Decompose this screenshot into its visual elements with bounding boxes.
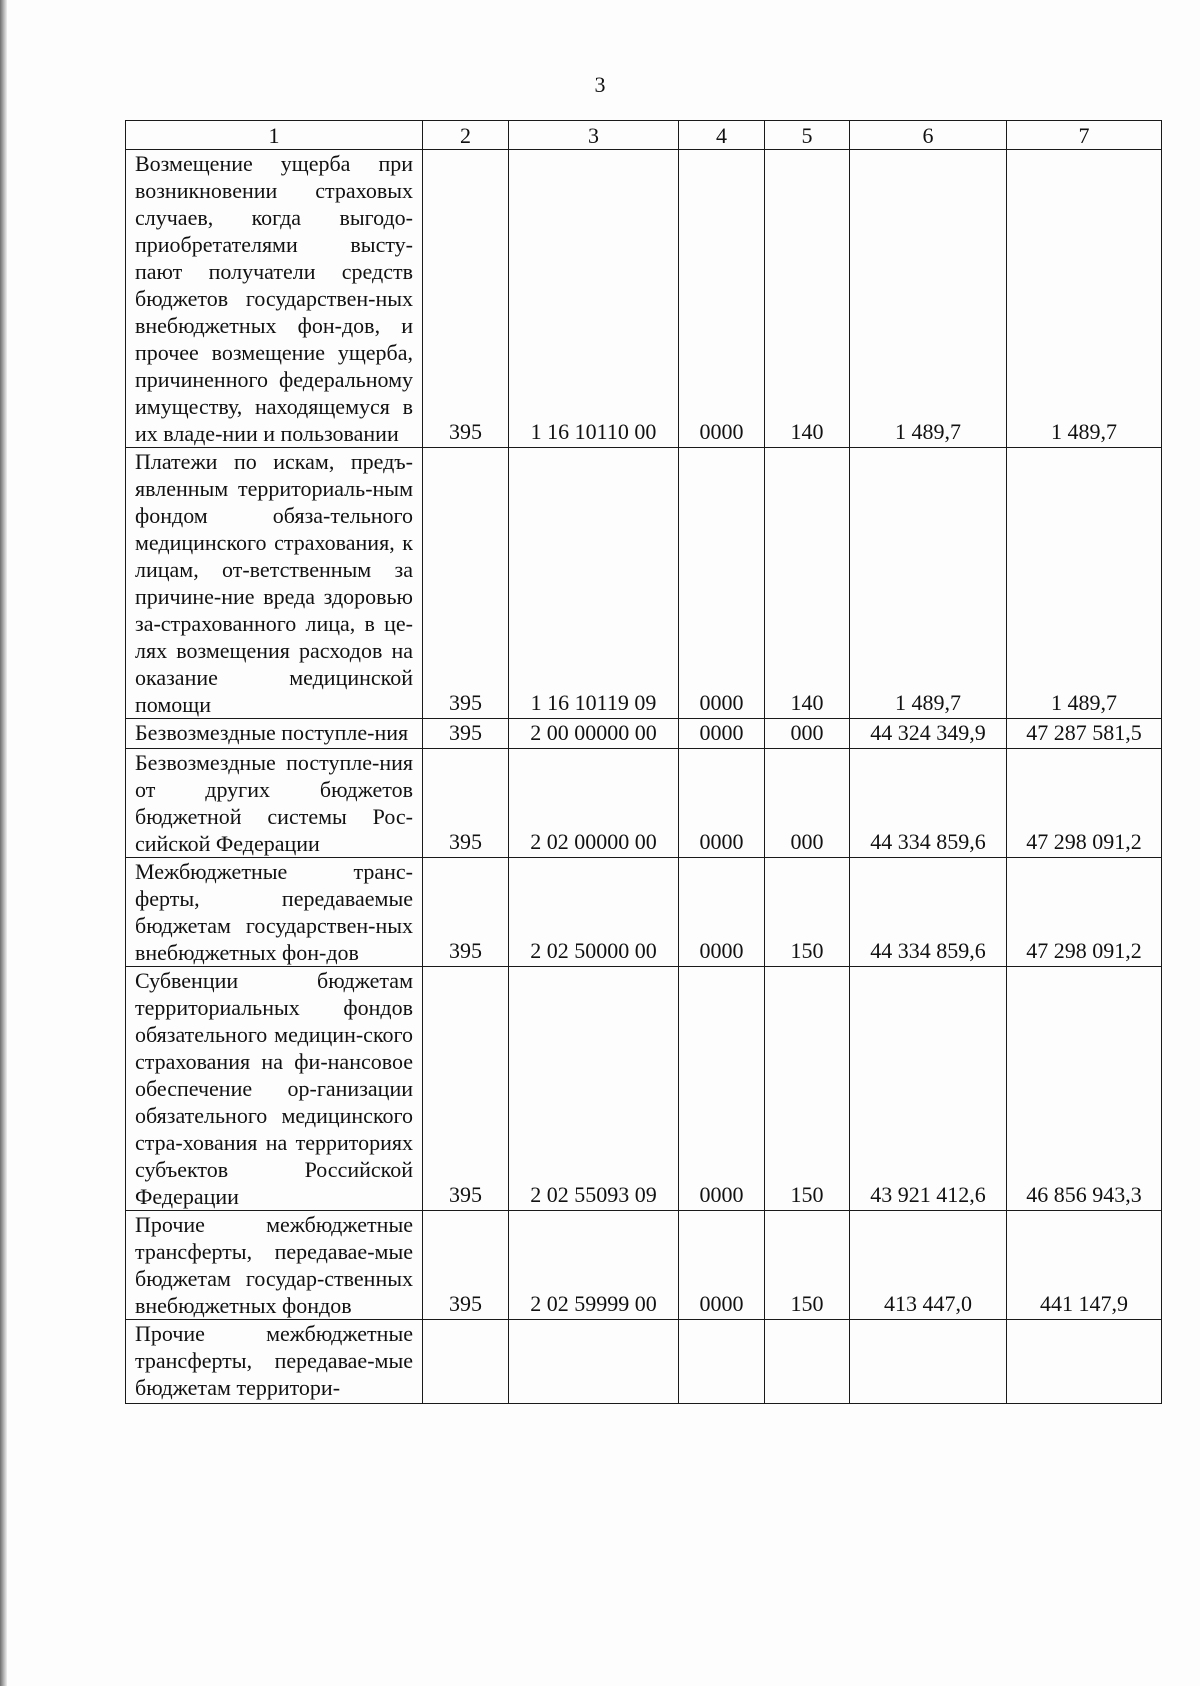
income-code: 2 02 50000 00 [509,858,679,967]
row-name: Безвозмездные поступле-ния [126,719,423,749]
budget-table [125,120,1162,1404]
amount-year2: 1 489,7 [1007,150,1162,448]
table-row [126,749,1162,858]
admin-code: 395 [423,1211,509,1320]
income-code: 2 00 00000 00 [509,719,679,749]
amount-year1: 1 489,7 [850,150,1007,448]
classification-code: 150 [765,858,850,967]
admin-code: 395 [423,448,509,719]
program-code: 0000 [679,448,765,719]
program-code: 0000 [679,967,765,1211]
income-code: 1 16 10119 09 [509,448,679,719]
amount-year2: 47 287 581,5 [1007,719,1162,749]
table-row [126,858,1162,967]
amount-year1: 44 334 859,6 [850,749,1007,858]
amount-year1: 44 324 349,9 [850,719,1007,749]
scan-edge [0,0,7,1686]
program-code: 0000 [679,749,765,858]
amount-year1: 43 921 412,6 [850,967,1007,1211]
admin-code: 395 [423,719,509,749]
row-name: Прочие межбюджетные трансферты, передавае-мые бюджетам государ-ственных внебюджетных фондов [126,1211,423,1320]
table-row [126,150,1162,448]
program-code: 0000 [679,719,765,749]
program-code: 0000 [679,150,765,448]
classification-code: 140 [765,448,850,719]
admin-code: 395 [423,749,509,858]
classification-code [765,1320,850,1404]
classification-code: 000 [765,749,850,858]
header-cell: 4 [679,121,765,150]
income-code: 1 16 10110 00 [509,150,679,448]
classification-code: 150 [765,1211,850,1320]
classification-code: 000 [765,719,850,749]
income-code: 2 02 59999 00 [509,1211,679,1320]
row-name: Безвозмездные поступле-ния от других бюджетов бюджетной системы Рос-сийской Федерации [126,749,423,858]
classification-code: 140 [765,150,850,448]
table-row [126,719,1162,749]
header-cell: 2 [423,121,509,150]
row-name: Возмещение ущерба при возникновении страховых случаев, когда выгодо-приобретателями высту-пают получатели средств бюджетов государствен-ных внебюджетных фон-дов, и прочее возмещение ущерба, причиненного федеральному имуществу, находящемуся в их владе-нии и пользовании [126,150,423,448]
amount-year1: 413 447,0 [850,1211,1007,1320]
table-row [126,1320,1162,1404]
income-code: 2 02 55093 09 [509,967,679,1211]
table-row [126,1211,1162,1320]
amount-year2: 47 298 091,2 [1007,749,1162,858]
admin-code: 395 [423,967,509,1211]
header-cell: 3 [509,121,679,150]
amount-year2: 441 147,9 [1007,1211,1162,1320]
header-cell: 6 [850,121,1007,150]
program-code: 0000 [679,1211,765,1320]
table-row [126,967,1162,1211]
amount-year1 [850,1320,1007,1404]
header-cell: 1 [126,121,423,150]
page-number: 3 [594,72,606,97]
table-row [126,448,1162,719]
amount-year2 [1007,1320,1162,1404]
amount-year2: 46 856 943,3 [1007,967,1162,1211]
header-cell: 7 [1007,121,1162,150]
row-name: Субвенции бюджетам территориальных фондов обязательного медицин-ского страхования на фи-нансовое обеспечение ор-ганизации обязательного медицинского стра-хования на территориях субъектов Российской Федерации [126,967,423,1211]
amount-year2: 47 298 091,2 [1007,858,1162,967]
income-code [509,1320,679,1404]
income-code: 2 02 00000 00 [509,749,679,858]
admin-code: 395 [423,858,509,967]
amount-year1: 44 334 859,6 [850,858,1007,967]
program-code [679,1320,765,1404]
row-name: Платежи по искам, предъ-явленным территориаль-ным фондом обяза-тельного медицинского страхования, к лицам, от-ветственным за причине-ние вреда здоровью за-страхованного лица, в це-лях возмещения расходов на оказание медицинской помощи [126,448,423,719]
row-name: Прочие межбюджетные трансферты, передавае-мые бюджетам территори- [126,1320,423,1404]
header-cell: 5 [765,121,850,150]
classification-code: 150 [765,967,850,1211]
admin-code [423,1320,509,1404]
program-code: 0000 [679,858,765,967]
amount-year1: 1 489,7 [850,448,1007,719]
row-name: Межбюджетные транс-ферты, передаваемые бюджетам государствен-ных внебюджетных фон-дов [126,858,423,967]
admin-code: 395 [423,150,509,448]
header-row [126,121,1162,150]
amount-year2: 1 489,7 [1007,448,1162,719]
